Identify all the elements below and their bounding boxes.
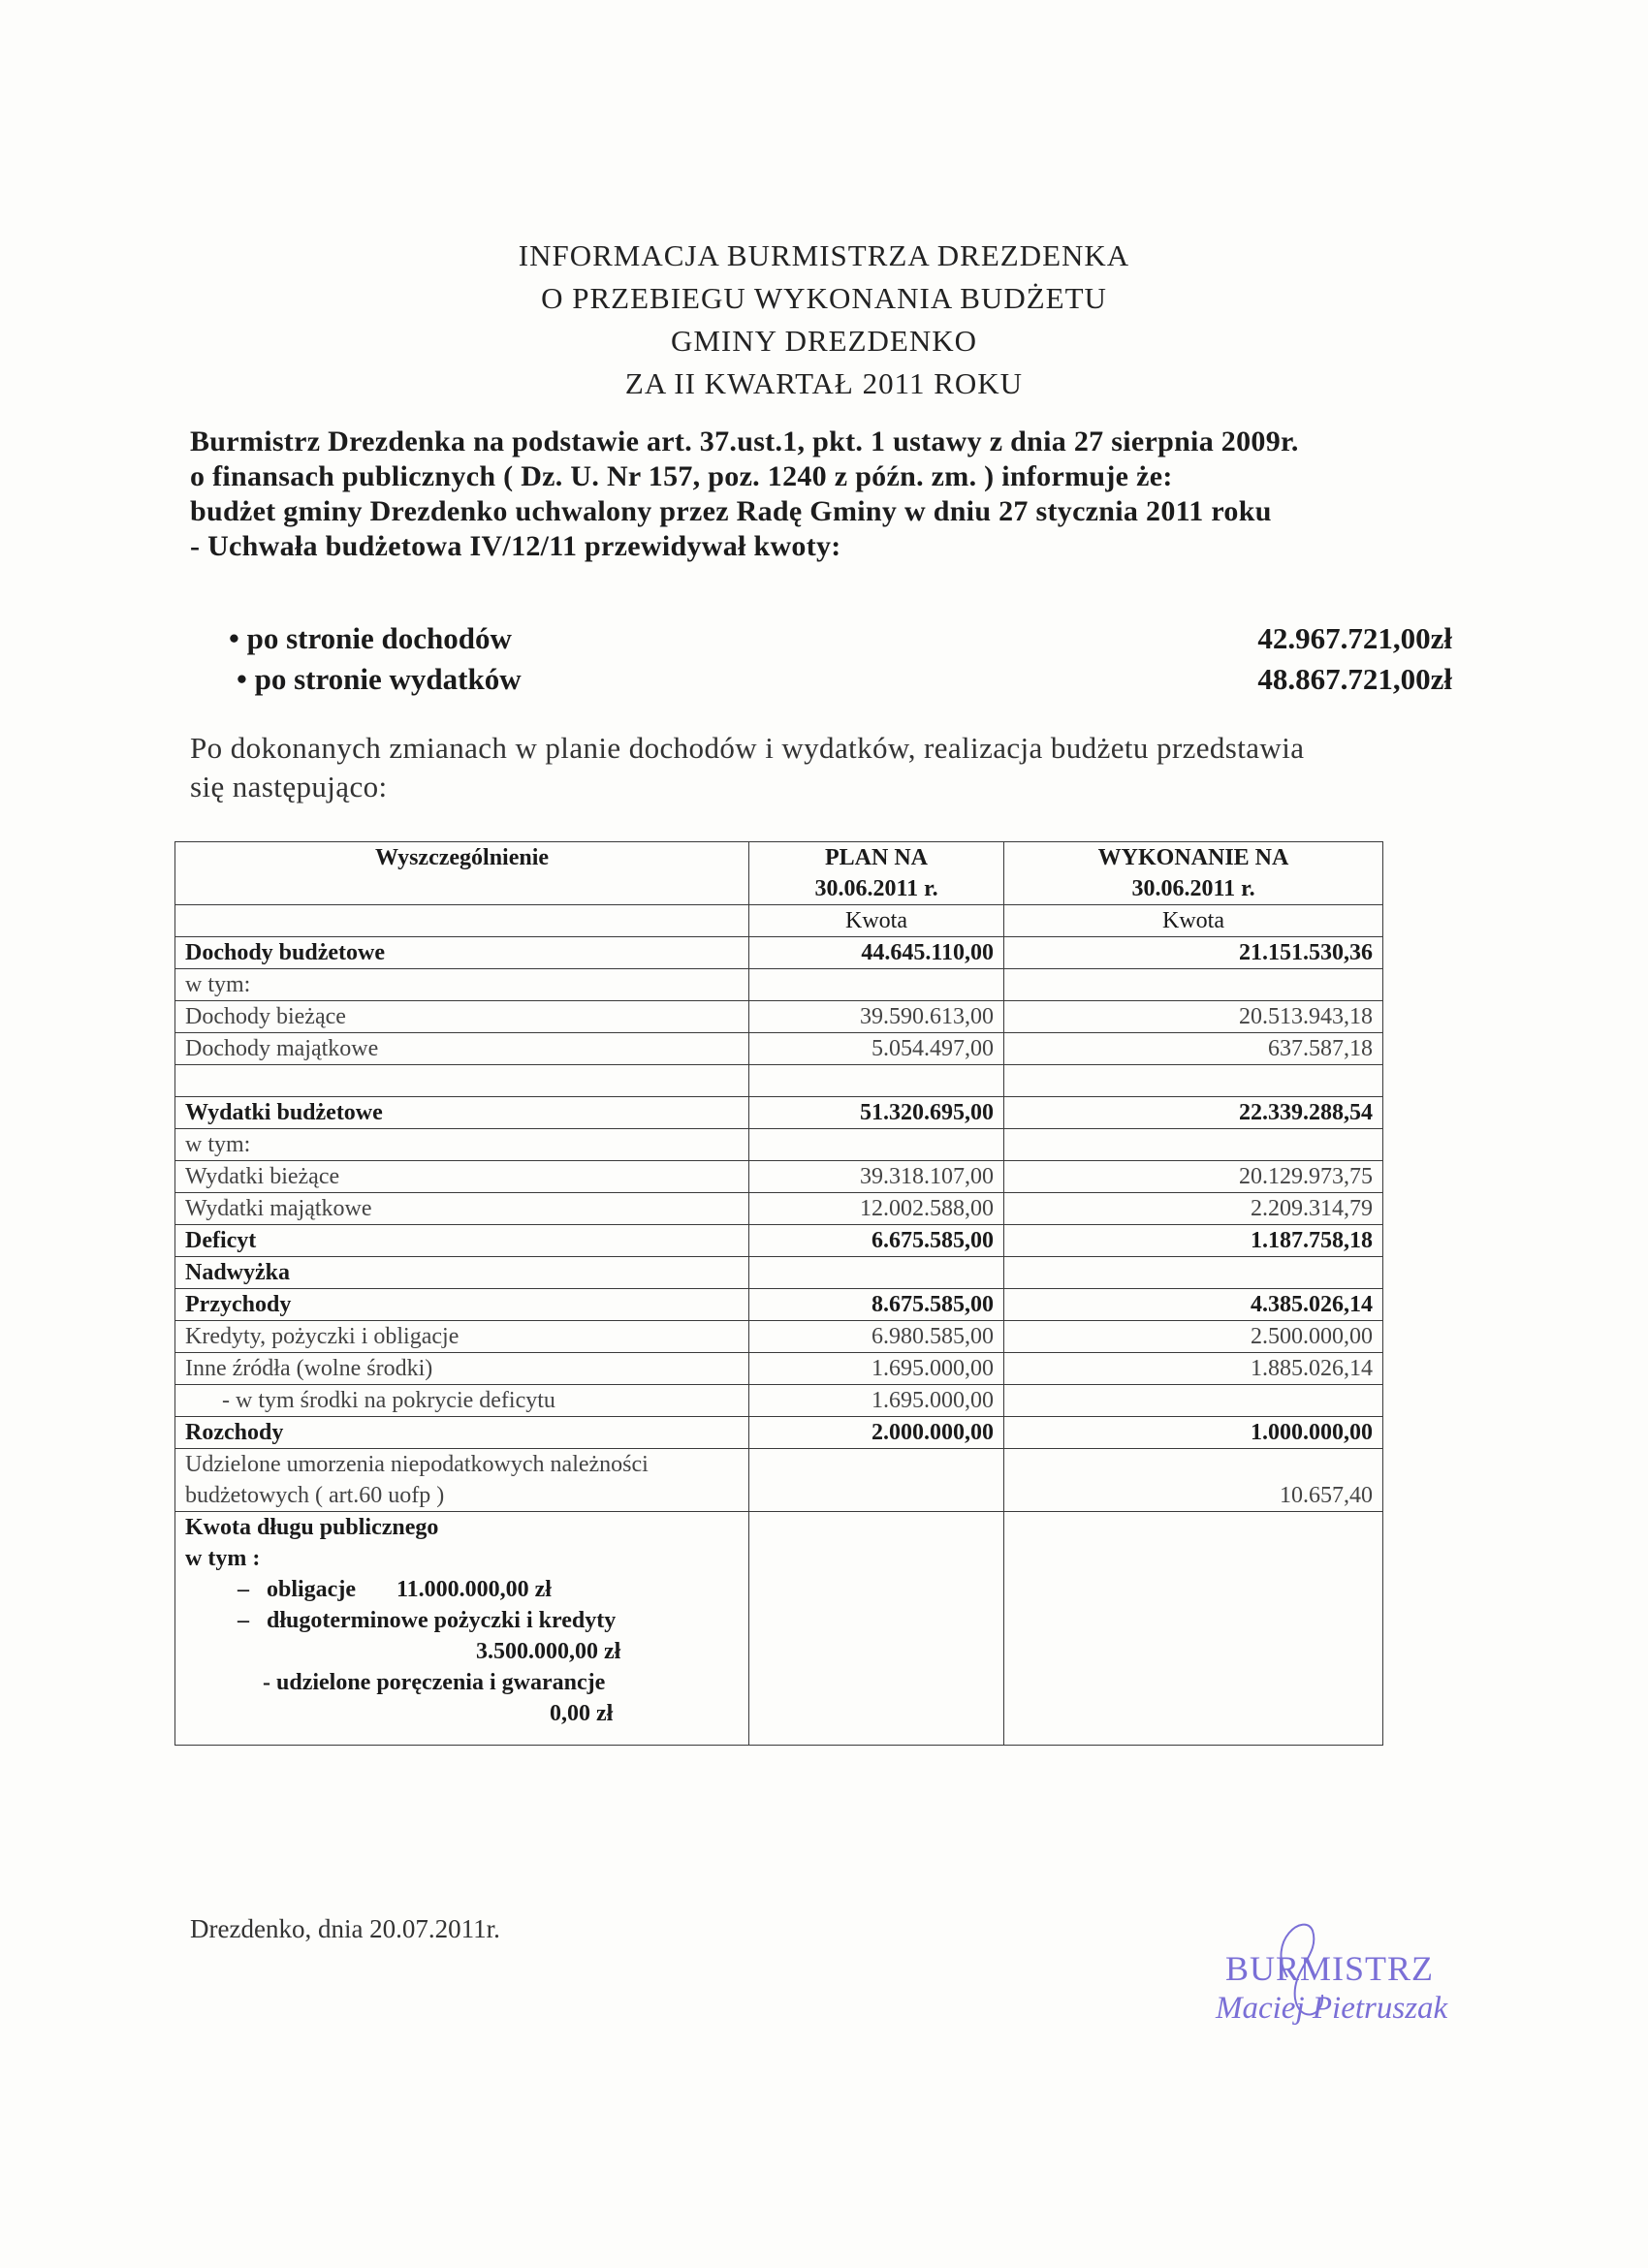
table-row-debt [175, 1512, 1383, 1746]
table-row [175, 1449, 1383, 1512]
row-plan [749, 1449, 1004, 1512]
row-exec: 20.129.973,75 [1004, 1161, 1383, 1193]
stamp-role: BURMISTRZ [1225, 1949, 1435, 1988]
row-exec: 20.513.943,18 [1004, 1001, 1383, 1033]
table-row [175, 1385, 1383, 1417]
table-header-row [175, 842, 1383, 905]
unit-exec: Kwota [1004, 905, 1383, 937]
row-label: Wydatki budżetowe [175, 1097, 749, 1129]
row-plan: 5.054.497,00 [749, 1033, 1004, 1065]
debt-line: – długoterminowe pożyczki i kredyty [238, 1608, 617, 1633]
para-line: Po dokonanych zmianach w planie dochodów i wydatków, realizacja budżetu przedstawia [190, 731, 1305, 765]
row-exec: 2.209.314,79 [1004, 1193, 1383, 1225]
row-label: - w tym środki na pokrycie deficytu [175, 1385, 749, 1417]
stamp-name: Maciej Pietruszak [1216, 1991, 1448, 2026]
row-label: Rozchody [175, 1417, 749, 1449]
table-row [175, 969, 1383, 1001]
debt-line: 0,00 zł [550, 1701, 614, 1726]
title-line: INFORMACJA BURMISTRZA DREZDENKA [518, 238, 1130, 272]
row-plan: 39.318.107,00 [749, 1161, 1004, 1193]
intro-paragraph [190, 425, 1460, 564]
unit-plan: Kwota [749, 905, 1004, 937]
table-row [175, 1097, 1383, 1129]
title-line: GMINY DREZDENKO [670, 324, 978, 358]
row-exec: 4.385.026,14 [1004, 1289, 1383, 1321]
spacer-cell [749, 1065, 1004, 1097]
row-label: Wydatki bieżące [175, 1161, 749, 1193]
row-plan: 6.980.585,00 [749, 1321, 1004, 1353]
table-row [175, 1193, 1383, 1225]
header-description: Wyszczególnienie [175, 842, 749, 905]
row-label: Dochody majątkowe [175, 1033, 749, 1065]
title-line: O PRZEBIEGU WYKONANIA BUDŻETU [541, 281, 1107, 315]
row-exec [1004, 1129, 1383, 1161]
changes-paragraph [190, 729, 1450, 806]
row-plan [749, 1257, 1004, 1289]
row-exec: 637.587,18 [1004, 1033, 1383, 1065]
spacer-cell [175, 1065, 749, 1097]
intro-line: o finansach publicznych ( Dz. U. Nr 157, poz. 1240 z późn. zm. ) informuje że: [190, 460, 1173, 492]
debt-plan [749, 1512, 1004, 1746]
row-label: Dochody budżetowe [175, 937, 749, 969]
row-plan: 51.320.695,00 [749, 1097, 1004, 1129]
title-line: ZA II KWARTAŁ 2011 ROKU [624, 366, 1024, 400]
debt-line: 3.500.000,00 zł [476, 1639, 621, 1664]
row-plan: 1.695.000,00 [749, 1353, 1004, 1385]
row-plan: 1.695.000,00 [749, 1385, 1004, 1417]
table-row [175, 1001, 1383, 1033]
row-label: w tym: [175, 969, 749, 1001]
table-row [175, 1257, 1383, 1289]
debt-exec [1004, 1512, 1383, 1746]
table-row [175, 937, 1383, 969]
table-row [175, 1353, 1383, 1385]
row-label: Nadwyżka [175, 1257, 749, 1289]
row-exec [1004, 969, 1383, 1001]
amount-row-income [229, 618, 1452, 659]
para-line: się następująco: [190, 770, 388, 803]
table-spacer-row [175, 1065, 1383, 1097]
planned-amounts [229, 618, 1452, 700]
row-label: Dochody bieżące [175, 1001, 749, 1033]
unit-empty [175, 905, 749, 937]
row-label: Wydatki majątkowe [175, 1193, 749, 1225]
row-label: Kredyty, pożyczki i obligacje [175, 1321, 749, 1353]
row-exec: 1.187.758,18 [1004, 1225, 1383, 1257]
table-row [175, 1289, 1383, 1321]
table-unit-row [175, 905, 1383, 937]
table-row [175, 1161, 1383, 1193]
table-row [175, 1417, 1383, 1449]
debt-line: Kwota długu publicznego [185, 1515, 439, 1540]
row-plan [749, 969, 1004, 1001]
header-plan-line: 30.06.2011 r. [814, 876, 938, 901]
row-label-line: budżetowych ( art.60 uofp ) [185, 1483, 445, 1508]
row-plan [749, 1129, 1004, 1161]
row-label: Deficyt [175, 1225, 749, 1257]
debt-line: - udzielone poręczenia i gwarancje [263, 1670, 606, 1695]
row-label-line: Udzielone umorzenia niepodatkowych należności [185, 1452, 649, 1477]
signature-stamp [1198, 1902, 1470, 2037]
amount-label: • po stronie dochodów [229, 621, 512, 655]
table-row [175, 1129, 1383, 1161]
row-exec [1004, 1257, 1383, 1289]
row-plan: 6.675.585,00 [749, 1225, 1004, 1257]
amount-label: • po stronie wydatków [237, 662, 522, 696]
header-exec-line: 30.06.2011 r. [1131, 876, 1255, 901]
row-exec: 22.339.288,54 [1004, 1097, 1383, 1129]
row-label [175, 1449, 749, 1512]
budget-table [174, 841, 1383, 1746]
row-exec: 10.657,40 [1004, 1449, 1383, 1512]
spacer-cell [1004, 1065, 1383, 1097]
debt-line: w tym : [185, 1546, 261, 1571]
header-plan-line: PLAN NA [825, 845, 928, 870]
row-exec: 21.151.530,36 [1004, 937, 1383, 969]
debt-line: – obligacje 11.000.000,00 zł [238, 1577, 552, 1602]
row-label: w tym: [175, 1129, 749, 1161]
table-row [175, 1033, 1383, 1065]
intro-line: Burmistrz Drezdenka na podstawie art. 37.ust.1, pkt. 1 ustawy z dnia 27 sierpnia 2009r. [190, 425, 1299, 457]
document-title [0, 235, 1648, 405]
amount-value: 42.967.721,00zł [1257, 621, 1452, 655]
header-plan [749, 842, 1004, 905]
document-date: Drezdenko, dnia 20.07.2011r. [190, 1914, 500, 1943]
table-row [175, 1225, 1383, 1257]
row-exec: 2.500.000,00 [1004, 1321, 1383, 1353]
amount-row-expense [229, 659, 1452, 700]
debt-cell [175, 1512, 749, 1746]
row-plan: 8.675.585,00 [749, 1289, 1004, 1321]
row-label: Przychody [175, 1289, 749, 1321]
row-label: Inne źródła (wolne środki) [175, 1353, 749, 1385]
header-execution [1004, 842, 1383, 905]
row-plan: 12.002.588,00 [749, 1193, 1004, 1225]
row-plan: 2.000.000,00 [749, 1417, 1004, 1449]
intro-line: budżet gminy Drezdenko uchwalony przez Radę Gminy w dniu 27 stycznia 2011 roku [190, 495, 1272, 527]
amount-value: 48.867.721,00zł [1257, 662, 1452, 696]
intro-line: - Uchwała budżetowa IV/12/11 przewidywał kwoty: [190, 530, 841, 562]
row-exec: 1.000.000,00 [1004, 1417, 1383, 1449]
row-plan: 39.590.613,00 [749, 1001, 1004, 1033]
table-row [175, 1321, 1383, 1353]
row-plan: 44.645.110,00 [749, 937, 1004, 969]
row-exec: 1.885.026,14 [1004, 1353, 1383, 1385]
header-exec-line: WYKONANIE NA [1097, 845, 1289, 870]
row-exec [1004, 1385, 1383, 1417]
